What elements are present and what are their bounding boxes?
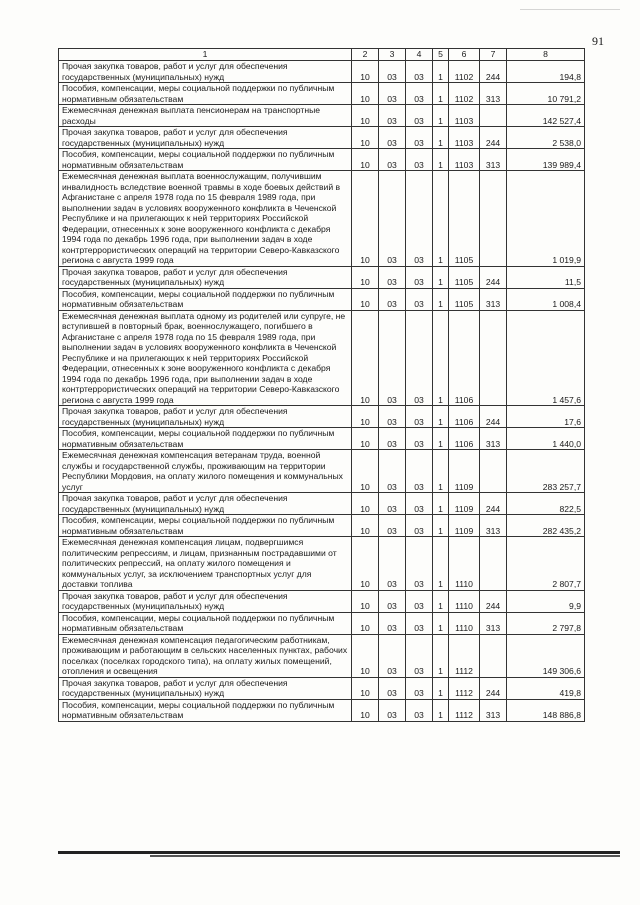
- row-code-c4: 03: [406, 83, 433, 105]
- row-code-c2: 10: [352, 493, 379, 515]
- row-code-c6: 1106: [449, 428, 480, 450]
- row-code-c6: 1112: [449, 699, 480, 721]
- row-code-c3: 03: [379, 634, 406, 677]
- table-body: [59, 61, 585, 722]
- row-code-c2: 10: [352, 61, 379, 83]
- row-code-c6: 1103: [449, 105, 480, 127]
- row-code-c7: 313: [480, 83, 507, 105]
- row-code-c3: 03: [379, 105, 406, 127]
- row-code-c2: 10: [352, 310, 379, 406]
- row-code-c6: 1105: [449, 171, 480, 267]
- header-cell: 2: [352, 49, 379, 61]
- row-code-c7: 313: [480, 699, 507, 721]
- row-code-c2: 10: [352, 171, 379, 267]
- row-code-c4: 03: [406, 105, 433, 127]
- row-code-c4: 03: [406, 406, 433, 428]
- table-row: [59, 493, 585, 515]
- row-code-c5: 1: [433, 699, 449, 721]
- row-code-c4: 03: [406, 266, 433, 288]
- row-code-c6: 1103: [449, 127, 480, 149]
- row-code-c2: 10: [352, 537, 379, 591]
- row-code-c3: 03: [379, 310, 406, 406]
- row-code-c7: 313: [480, 515, 507, 537]
- row-code-c3: 03: [379, 266, 406, 288]
- row-code-c4: 03: [406, 450, 433, 493]
- row-amount: 17,6: [507, 406, 585, 428]
- row-description: Пособия, компенсации, меры социальной поддержки по публичным нормативным обязательствам: [59, 612, 352, 634]
- row-code-c3: 03: [379, 288, 406, 310]
- row-description: Пособия, компенсации, меры социальной поддержки по публичным нормативным обязательствам: [59, 428, 352, 450]
- table-row: [59, 61, 585, 83]
- row-code-c7: 313: [480, 288, 507, 310]
- row-code-c2: 10: [352, 105, 379, 127]
- row-code-c6: 1103: [449, 149, 480, 171]
- row-code-c6: 1110: [449, 612, 480, 634]
- row-code-c7: [480, 537, 507, 591]
- table-row: [59, 612, 585, 634]
- page-number: 91: [592, 34, 604, 48]
- row-amount: 282 435,2: [507, 515, 585, 537]
- row-description: Ежемесячная денежная компенсация лицам, подвергшимся политическим репрессиям, и лицам, признанным пострадавшими от политических репрессий, на оплату жилого помещения и коммунальных услуг, за исключением транспортных услуг для доставки топлива: [59, 537, 352, 591]
- row-code-c6: 1109: [449, 515, 480, 537]
- row-description: Пособия, компенсации, меры социальной поддержки по публичным нормативным обязательствам: [59, 149, 352, 171]
- row-code-c6: 1109: [449, 450, 480, 493]
- row-amount: 139 989,4: [507, 149, 585, 171]
- row-code-c5: 1: [433, 677, 449, 699]
- row-code-c3: 03: [379, 428, 406, 450]
- row-code-c2: 10: [352, 677, 379, 699]
- row-code-c5: 1: [433, 127, 449, 149]
- row-amount: 283 257,7: [507, 450, 585, 493]
- row-code-c5: 1: [433, 515, 449, 537]
- row-code-c6: 1110: [449, 590, 480, 612]
- row-code-c6: 1106: [449, 310, 480, 406]
- row-code-c3: 03: [379, 127, 406, 149]
- row-code-c2: 10: [352, 83, 379, 105]
- table-row: [59, 149, 585, 171]
- row-code-c4: 03: [406, 515, 433, 537]
- row-code-c7: 244: [480, 677, 507, 699]
- row-code-c5: 1: [433, 428, 449, 450]
- row-code-c4: 03: [406, 61, 433, 83]
- row-code-c3: 03: [379, 149, 406, 171]
- row-code-c3: 03: [379, 171, 406, 267]
- row-code-c2: 10: [352, 428, 379, 450]
- row-code-c7: 244: [480, 406, 507, 428]
- row-code-c3: 03: [379, 537, 406, 591]
- header-cell: 8: [507, 49, 585, 61]
- row-code-c4: 03: [406, 612, 433, 634]
- table-row: [59, 590, 585, 612]
- row-code-c5: 1: [433, 83, 449, 105]
- row-code-c2: 10: [352, 590, 379, 612]
- row-amount: 2 538,0: [507, 127, 585, 149]
- row-code-c7: 244: [480, 493, 507, 515]
- header-cell: 3: [379, 49, 406, 61]
- row-code-c2: 10: [352, 612, 379, 634]
- row-description: Прочая закупка товаров, работ и услуг для обеспечения государственных (муниципальных) нужд: [59, 61, 352, 83]
- row-description: Пособия, компенсации, меры социальной поддержки по публичным нормативным обязательствам: [59, 83, 352, 105]
- row-code-c7: 313: [480, 149, 507, 171]
- row-code-c7: 244: [480, 61, 507, 83]
- row-code-c7: 313: [480, 612, 507, 634]
- table-row: [59, 699, 585, 721]
- row-description: Прочая закупка товаров, работ и услуг для обеспечения государственных (муниципальных) нужд: [59, 127, 352, 149]
- row-code-c7: [480, 450, 507, 493]
- row-amount: 822,5: [507, 493, 585, 515]
- header-cell: 5: [433, 49, 449, 61]
- scan-edge-line: [58, 851, 620, 854]
- row-amount: 194,8: [507, 61, 585, 83]
- row-code-c5: 1: [433, 105, 449, 127]
- row-code-c6: 1102: [449, 83, 480, 105]
- row-code-c4: 03: [406, 149, 433, 171]
- row-code-c5: 1: [433, 149, 449, 171]
- row-code-c5: 1: [433, 406, 449, 428]
- row-amount: 10 791,2: [507, 83, 585, 105]
- row-code-c3: 03: [379, 493, 406, 515]
- row-code-c4: 03: [406, 537, 433, 591]
- row-code-c5: 1: [433, 612, 449, 634]
- row-code-c7: 244: [480, 266, 507, 288]
- row-amount: 2 797,8: [507, 612, 585, 634]
- row-code-c6: 1109: [449, 493, 480, 515]
- row-code-c2: 10: [352, 406, 379, 428]
- header-cell: 1: [59, 49, 352, 61]
- row-code-c3: 03: [379, 515, 406, 537]
- row-code-c7: [480, 171, 507, 267]
- table-row: [59, 677, 585, 699]
- header-cell: 6: [449, 49, 480, 61]
- row-code-c6: 1105: [449, 266, 480, 288]
- row-code-c3: 03: [379, 699, 406, 721]
- row-code-c3: 03: [379, 677, 406, 699]
- row-code-c5: 1: [433, 266, 449, 288]
- row-code-c3: 03: [379, 61, 406, 83]
- row-code-c2: 10: [352, 149, 379, 171]
- row-description: Пособия, компенсации, меры социальной поддержки по публичным нормативным обязательствам: [59, 515, 352, 537]
- row-code-c7: 244: [480, 590, 507, 612]
- row-amount: 1 008,4: [507, 288, 585, 310]
- row-description: Пособия, компенсации, меры социальной поддержки по публичным нормативным обязательствам: [59, 288, 352, 310]
- row-code-c5: 1: [433, 493, 449, 515]
- row-code-c5: 1: [433, 590, 449, 612]
- row-description: Пособия, компенсации, меры социальной поддержки по публичным нормативным обязательствам: [59, 699, 352, 721]
- row-code-c7: [480, 634, 507, 677]
- row-code-c4: 03: [406, 127, 433, 149]
- row-code-c2: 10: [352, 266, 379, 288]
- table-row: [59, 450, 585, 493]
- row-code-c2: 10: [352, 699, 379, 721]
- header-cell: 4: [406, 49, 433, 61]
- table-row: [59, 310, 585, 406]
- row-code-c4: 03: [406, 428, 433, 450]
- row-code-c4: 03: [406, 677, 433, 699]
- row-description: Ежемесячная денежная компенсация ветеранам труда, военной службы и государственной службы, проживающим на территории Республики Мордовия, на оплату жилого помещения и коммунальных услуг: [59, 450, 352, 493]
- row-code-c5: 1: [433, 450, 449, 493]
- row-code-c2: 10: [352, 127, 379, 149]
- row-amount: 419,8: [507, 677, 585, 699]
- row-code-c3: 03: [379, 83, 406, 105]
- scan-mark: [520, 9, 620, 10]
- row-amount: 2 807,7: [507, 537, 585, 591]
- row-code-c6: 1112: [449, 677, 480, 699]
- row-code-c7: [480, 310, 507, 406]
- row-code-c6: 1112: [449, 634, 480, 677]
- table-row: [59, 171, 585, 267]
- row-code-c5: 1: [433, 537, 449, 591]
- row-amount: 142 527,4: [507, 105, 585, 127]
- header-cell: 7: [480, 49, 507, 61]
- row-description: Прочая закупка товаров, работ и услуг для обеспечения государственных (муниципальных) нужд: [59, 266, 352, 288]
- row-code-c3: 03: [379, 406, 406, 428]
- row-amount: 11,5: [507, 266, 585, 288]
- row-code-c4: 03: [406, 634, 433, 677]
- table-row: [59, 266, 585, 288]
- row-code-c4: 03: [406, 171, 433, 267]
- row-code-c6: 1106: [449, 406, 480, 428]
- row-description: Ежемесячная денежная выплата военнослужащим, получившим инвалидность вследствие военной травмы в ходе боевых действий в Афганистане с апреля 1978 года по 15 февраля 1989 года, при выполнении задач в условиях вооруженного конфликта в Чеченской Республике и на прилегающих к ней территориях Российской Федерации, отнесенных к зоне вооруженного конфликта с декабря 1994 года по декабрь 1996 года, при выполнении задач в ходе контртеррористических операций на территории Северо-Кавказского региона с августа 1999 года: [59, 171, 352, 267]
- row-code-c4: 03: [406, 310, 433, 406]
- row-code-c7: [480, 105, 507, 127]
- row-code-c4: 03: [406, 699, 433, 721]
- row-code-c2: 10: [352, 515, 379, 537]
- row-amount: 149 306,6: [507, 634, 585, 677]
- row-code-c2: 10: [352, 634, 379, 677]
- table-row: [59, 127, 585, 149]
- row-code-c5: 1: [433, 171, 449, 267]
- row-code-c5: 1: [433, 634, 449, 677]
- row-amount: 9,9: [507, 590, 585, 612]
- row-description: Ежемесячная денежная выплата пенсионерам на транспортные расходы: [59, 105, 352, 127]
- table-row: [59, 105, 585, 127]
- budget-table: [58, 48, 585, 722]
- table-row: [59, 634, 585, 677]
- row-code-c5: 1: [433, 288, 449, 310]
- row-code-c4: 03: [406, 493, 433, 515]
- table-row: [59, 537, 585, 591]
- table-row: [59, 428, 585, 450]
- row-description: Прочая закупка товаров, работ и услуг для обеспечения государственных (муниципальных) нужд: [59, 493, 352, 515]
- row-description: Прочая закупка товаров, работ и услуг для обеспечения государственных (муниципальных) нужд: [59, 406, 352, 428]
- row-code-c3: 03: [379, 450, 406, 493]
- row-code-c6: 1105: [449, 288, 480, 310]
- row-description: Ежемесячная денежная выплата одному из родителей или супруге, не вступившей в повторный брак, военнослужащего, погибшего в Афганистане с апреля 1978 года по 15 февраля 1989 года, при выполнении задач в условиях вооруженного конфликта в Чеченской Республике и на прилегающих к ней территориях Российской Федерации, отнесенных к зоне вооруженного конфликта с декабря 1994 года по декабрь 1996 года, при выполнении задач в ходе контртеррористических операций на территории Северо-Кавказского региона с августа 1999 года: [59, 310, 352, 406]
- row-code-c3: 03: [379, 590, 406, 612]
- table-row: [59, 83, 585, 105]
- scan-edge-line: [150, 855, 620, 857]
- row-amount: 1 457,6: [507, 310, 585, 406]
- row-code-c2: 10: [352, 288, 379, 310]
- row-code-c7: 313: [480, 428, 507, 450]
- table-row: [59, 515, 585, 537]
- row-code-c5: 1: [433, 310, 449, 406]
- row-amount: 148 886,8: [507, 699, 585, 721]
- table-row: [59, 288, 585, 310]
- row-code-c3: 03: [379, 612, 406, 634]
- header-row: [59, 49, 585, 61]
- row-description: Ежемесячная денежная компенсация педагогическим работникам, проживающим и работающим в сельских населенных пунктах, рабочих поселках (поселках городского типа), на оплату жилых помещений, отопления и освещения: [59, 634, 352, 677]
- row-code-c4: 03: [406, 288, 433, 310]
- row-code-c7: 244: [480, 127, 507, 149]
- row-description: Прочая закупка товаров, работ и услуг для обеспечения государственных (муниципальных) нужд: [59, 590, 352, 612]
- row-code-c4: 03: [406, 590, 433, 612]
- row-amount: 1 019,9: [507, 171, 585, 267]
- row-code-c6: 1110: [449, 537, 480, 591]
- row-code-c6: 1102: [449, 61, 480, 83]
- row-code-c5: 1: [433, 61, 449, 83]
- table-row: [59, 406, 585, 428]
- row-amount: 1 440,0: [507, 428, 585, 450]
- row-description: Прочая закупка товаров, работ и услуг для обеспечения государственных (муниципальных) нужд: [59, 677, 352, 699]
- row-code-c2: 10: [352, 450, 379, 493]
